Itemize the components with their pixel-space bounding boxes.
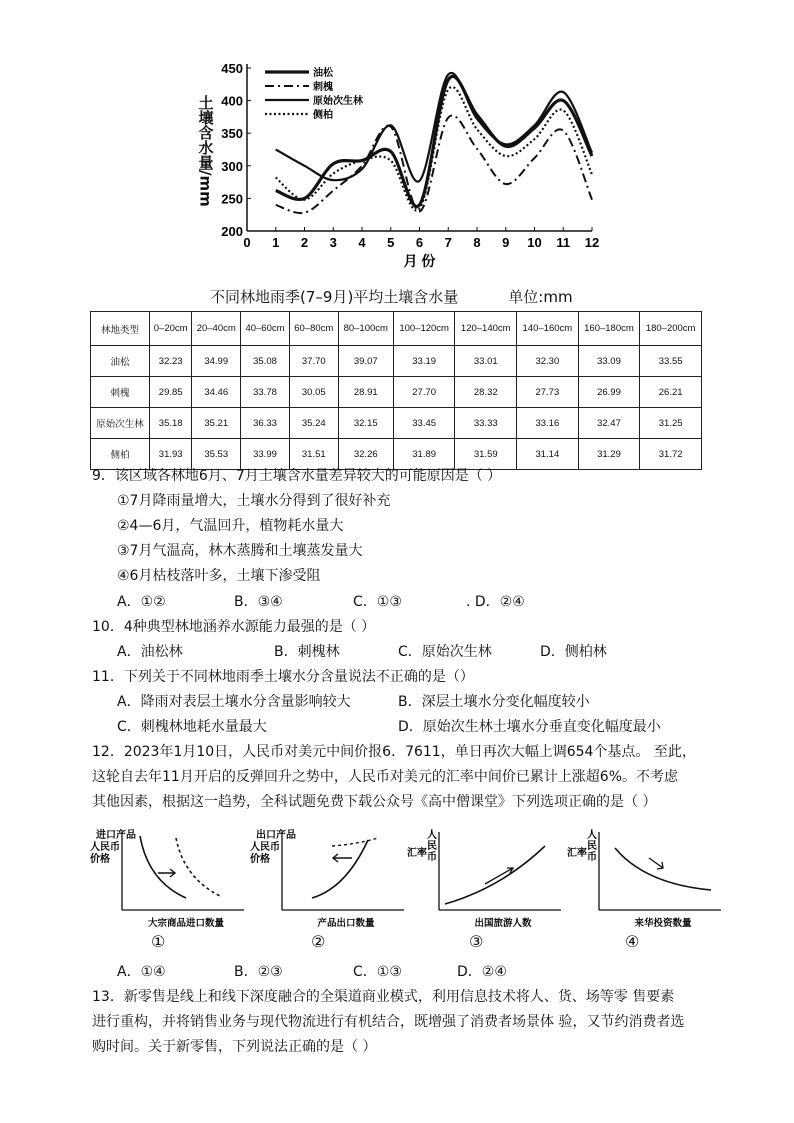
y-tick-label: 450 (221, 61, 243, 76)
mini-y-label: 人 (587, 830, 597, 841)
q13-line-3: 购时间。关于新零售，下列说法正确的是（ ） (92, 1039, 377, 1055)
table-cell: 33.19 (393, 346, 455, 377)
chart-ylabel (195, 95, 215, 211)
table-header-cell: 林地类型 (91, 312, 150, 346)
mini-y-label-3: 价格 (250, 854, 270, 865)
table-cell: 32.15 (338, 408, 393, 439)
table-header-cell: 180–200cm (640, 312, 702, 346)
table-title-text: 不同林地雨季(7–9月)平均土壤含水量 (210, 288, 459, 306)
table-cell: 35.18 (150, 408, 192, 439)
q10-option-d: D．侧柏林 (540, 644, 607, 660)
mini-y-prefix: 汇率 (407, 848, 427, 859)
q11-option-d: D．原始次生林土壤水分垂直变化幅度最小 (398, 719, 661, 735)
mini-y-label: 人 (427, 830, 437, 841)
table-cell: 32.23 (150, 346, 192, 377)
x-tick-label: 1 (272, 235, 280, 250)
table-cell: 27.70 (393, 377, 455, 408)
table-cell: 35.53 (192, 439, 241, 470)
table-cell: 35.21 (192, 408, 241, 439)
mini-y-label-1: 进口产品 (96, 830, 136, 841)
q9-option-d: . D．②④ (466, 594, 525, 610)
q13-line-1: 13．新零售是线上和线下深度融合的全渠道商业模式，利用信息技术将人、货、场等零 售要素 (92, 989, 675, 1005)
q9-option-c: C．①③ (353, 594, 402, 610)
table-cell: 31.14 (517, 439, 579, 470)
table-cell: 33.33 (455, 408, 517, 439)
q13-line-2: 进行重构，并将销售业务与现代物流进行有机结合，既增强了消费者场景体 验，又节约消费者选 (92, 1014, 685, 1030)
table-cell: 33.99 (241, 439, 290, 470)
q12-line-2: 这轮自去年11月开启的反弹回升之势中，人民币对美元的汇率中间价已累计上涨超6%。不考虑 (92, 769, 679, 785)
q9-statement-1: ①7月降雨量增大，土壤水分得到了很好补充 (117, 493, 391, 509)
table-cell: 33.09 (578, 346, 640, 377)
q11-option-b: B．深层土壤水分变化幅度较小 (398, 694, 590, 710)
mini-chart-1-number: ① (151, 932, 166, 951)
table-cell: 侧柏 (91, 439, 150, 470)
table-cell: 39.07 (338, 346, 393, 377)
q9-option-a: A．①② (117, 594, 166, 610)
legend-label-1: 油松 (313, 68, 333, 79)
mini-x-label: 出国旅游人数 (474, 918, 532, 929)
table-cell: 26.21 (640, 377, 702, 408)
table-cell: 32.26 (338, 439, 393, 470)
legend-label-2: 刺槐 (313, 82, 333, 93)
mini-y-label-3: 价格 (90, 854, 110, 865)
table-cell: 31.89 (393, 439, 455, 470)
x-tick-label: 10 (527, 235, 542, 250)
mini-y-label: 币 (427, 852, 437, 863)
x-tick-label: 5 (387, 235, 395, 250)
q9-option-b: B．③④ (234, 594, 283, 610)
q9-stem: 9．该区域各林地6月、7月土壤含水量差异较大的可能原因是（ ） (92, 468, 502, 484)
table-cell: 31.93 (150, 439, 192, 470)
table-cell: 29.85 (150, 377, 192, 408)
table-row (91, 377, 702, 408)
table-cell: 35.08 (241, 346, 290, 377)
mini-chart-1 (88, 826, 248, 936)
mini-y-label: 币 (587, 852, 597, 863)
table-cell: 33.78 (241, 377, 290, 408)
mini-chart-4 (565, 826, 725, 936)
table-cell: 31.25 (640, 408, 702, 439)
legend-label-3: 原始次生林 (313, 96, 363, 107)
table-cell: 31.59 (455, 439, 517, 470)
y-tick-label: 300 (221, 158, 243, 174)
mini-chart-4-number: ④ (625, 932, 640, 951)
table-cell: 原始次生林 (91, 408, 150, 439)
mini-chart-2 (248, 826, 408, 936)
q11-option-c: C．刺槐林地耗水量最大 (117, 719, 267, 735)
q11-option-a: A．降雨对表层土壤水分含量影响较大 (117, 694, 351, 710)
mini-y-label-1: 出口产品 (256, 830, 296, 841)
mini-x-label: 大宗商品进口数量 (147, 918, 225, 929)
table-cell: 33.55 (640, 346, 702, 377)
table-cell: 30.05 (289, 377, 338, 408)
q9-statement-3: ③7月气温高，林木蒸腾和土壤蒸发量大 (117, 543, 363, 559)
table-cell: 32.47 (578, 408, 640, 439)
table-header-cell: 140–160cm (517, 312, 579, 346)
y-tick-label: 200 (221, 224, 243, 239)
table-header-cell: 120–140cm (455, 312, 517, 346)
mini-curve-dashed (176, 838, 220, 896)
table-row (91, 439, 702, 470)
table-cell: 31.51 (289, 439, 338, 470)
table-row (91, 346, 702, 377)
q12-option-a: A．①④ (117, 964, 166, 980)
table-cell: 28.32 (455, 377, 517, 408)
x-tick-label: 0 (243, 235, 251, 250)
table-header-cell: 80–100cm (338, 312, 393, 346)
table-header-cell: 160–180cm (578, 312, 640, 346)
mini-x-label: 产品出口数量 (317, 918, 375, 929)
table-cell: 27.73 (517, 377, 579, 408)
q11-stem: 11．下列关于不同林地雨季土壤水分含量说法不正确的是（） (92, 669, 474, 685)
q10-option-b: B．刺槐林 (274, 644, 340, 660)
mini-y-label-2: 人民币 (250, 842, 280, 853)
q9-statement-2: ②4—6月，气温回升，植物耗水量大 (117, 518, 344, 534)
x-tick-label: 7 (444, 235, 452, 250)
x-tick-label: 6 (415, 235, 424, 250)
table-header-cell: 40–60cm (241, 312, 290, 346)
table-cell: 31.29 (578, 439, 640, 470)
table-cell: 28.91 (338, 377, 393, 408)
x-axis-label: 月 份 (403, 253, 436, 269)
arrow-down-right-icon (649, 858, 663, 869)
table-cell: 刺槐 (91, 377, 150, 408)
q9-statement-4: ④6月枯枝落叶多，土壤下渗受阻 (117, 568, 321, 584)
mini-curve-solid (140, 836, 186, 898)
table-cell: 33.45 (393, 408, 455, 439)
arrow-left-icon (333, 854, 352, 862)
x-tick-label: 11 (556, 235, 571, 250)
mini-y-label: 民 (587, 841, 597, 852)
table-header-cell: 100–120cm (393, 312, 455, 346)
table-cell: 31.72 (640, 439, 702, 470)
mini-curve-solid (615, 848, 711, 890)
q10-option-c: C．原始次生林 (398, 644, 492, 660)
table-cell: 35.24 (289, 408, 338, 439)
mini-curve-dashed (332, 838, 378, 846)
mini-x-label: 来华投资数量 (634, 918, 692, 929)
q12-option-c: C．①③ (353, 964, 402, 980)
chart-ylabel-text: 土壤含水量/mm (196, 95, 215, 207)
soil-moisture-line-chart (195, 58, 605, 270)
mini-chart-2-number: ② (311, 932, 326, 951)
mini-y-label: 民 (427, 841, 437, 852)
q10-option-a: A．油松林 (117, 644, 183, 660)
x-tick-label: 8 (473, 235, 481, 250)
q12-line-3: 其他因素，根据这一趋势，全科试题免费下载公众号《高中僧课堂》下列选项正确的是（ ） (92, 794, 657, 810)
mini-curve-solid (445, 846, 545, 904)
x-tick-label: 2 (300, 235, 309, 250)
table-header-cell: 0–20cm (150, 312, 192, 346)
soil-moisture-table (90, 311, 702, 470)
table-cell: 36.33 (241, 408, 290, 439)
arrow-right-icon (158, 869, 175, 877)
table-cell: 37.70 (289, 346, 338, 377)
mini-y-label-2: 人民币 (90, 842, 120, 853)
x-tick-label: 4 (358, 235, 366, 250)
q12-option-d: D．②④ (457, 964, 507, 980)
q10-stem: 10．4种典型林地涵养水源能力最强的是（ ） (92, 619, 376, 635)
table-cell: 34.99 (192, 346, 241, 377)
table-row (91, 408, 702, 439)
table-unit: 单位:mm (508, 288, 573, 306)
mini-curve-solid (312, 840, 368, 898)
table-cell: 油松 (91, 346, 150, 377)
table-cell: 26.99 (578, 377, 640, 408)
x-tick-label: 12 (584, 235, 600, 250)
legend-label-4: 侧柏 (313, 110, 333, 121)
y-tick-label: 350 (221, 126, 243, 142)
mini-y-prefix: 汇率 (567, 848, 587, 859)
table-header-cell: 60–80cm (289, 312, 338, 346)
table-cell: 33.16 (517, 408, 579, 439)
table-cell: 34.46 (192, 377, 241, 408)
x-tick-label: 9 (502, 235, 510, 250)
table-header-cell: 20–40cm (192, 312, 241, 346)
soil-moisture-chart (195, 58, 605, 270)
table-cell: 32.30 (517, 346, 579, 377)
table-title (210, 286, 573, 307)
y-tick-label: 250 (221, 191, 243, 207)
x-tick-label: 3 (329, 235, 337, 250)
q12-line-1: 12．2023年1月10日，人民币对美元中间价报6．7611，单日再次大幅上调654个基点。 至此， (92, 744, 696, 760)
mini-chart-3 (405, 826, 565, 936)
y-tick-label: 400 (221, 93, 243, 109)
mini-chart-3-number: ③ (469, 932, 484, 951)
q12-option-b: B．②③ (234, 964, 283, 980)
table-cell: 33.01 (455, 346, 517, 377)
table-header-row (91, 312, 702, 346)
